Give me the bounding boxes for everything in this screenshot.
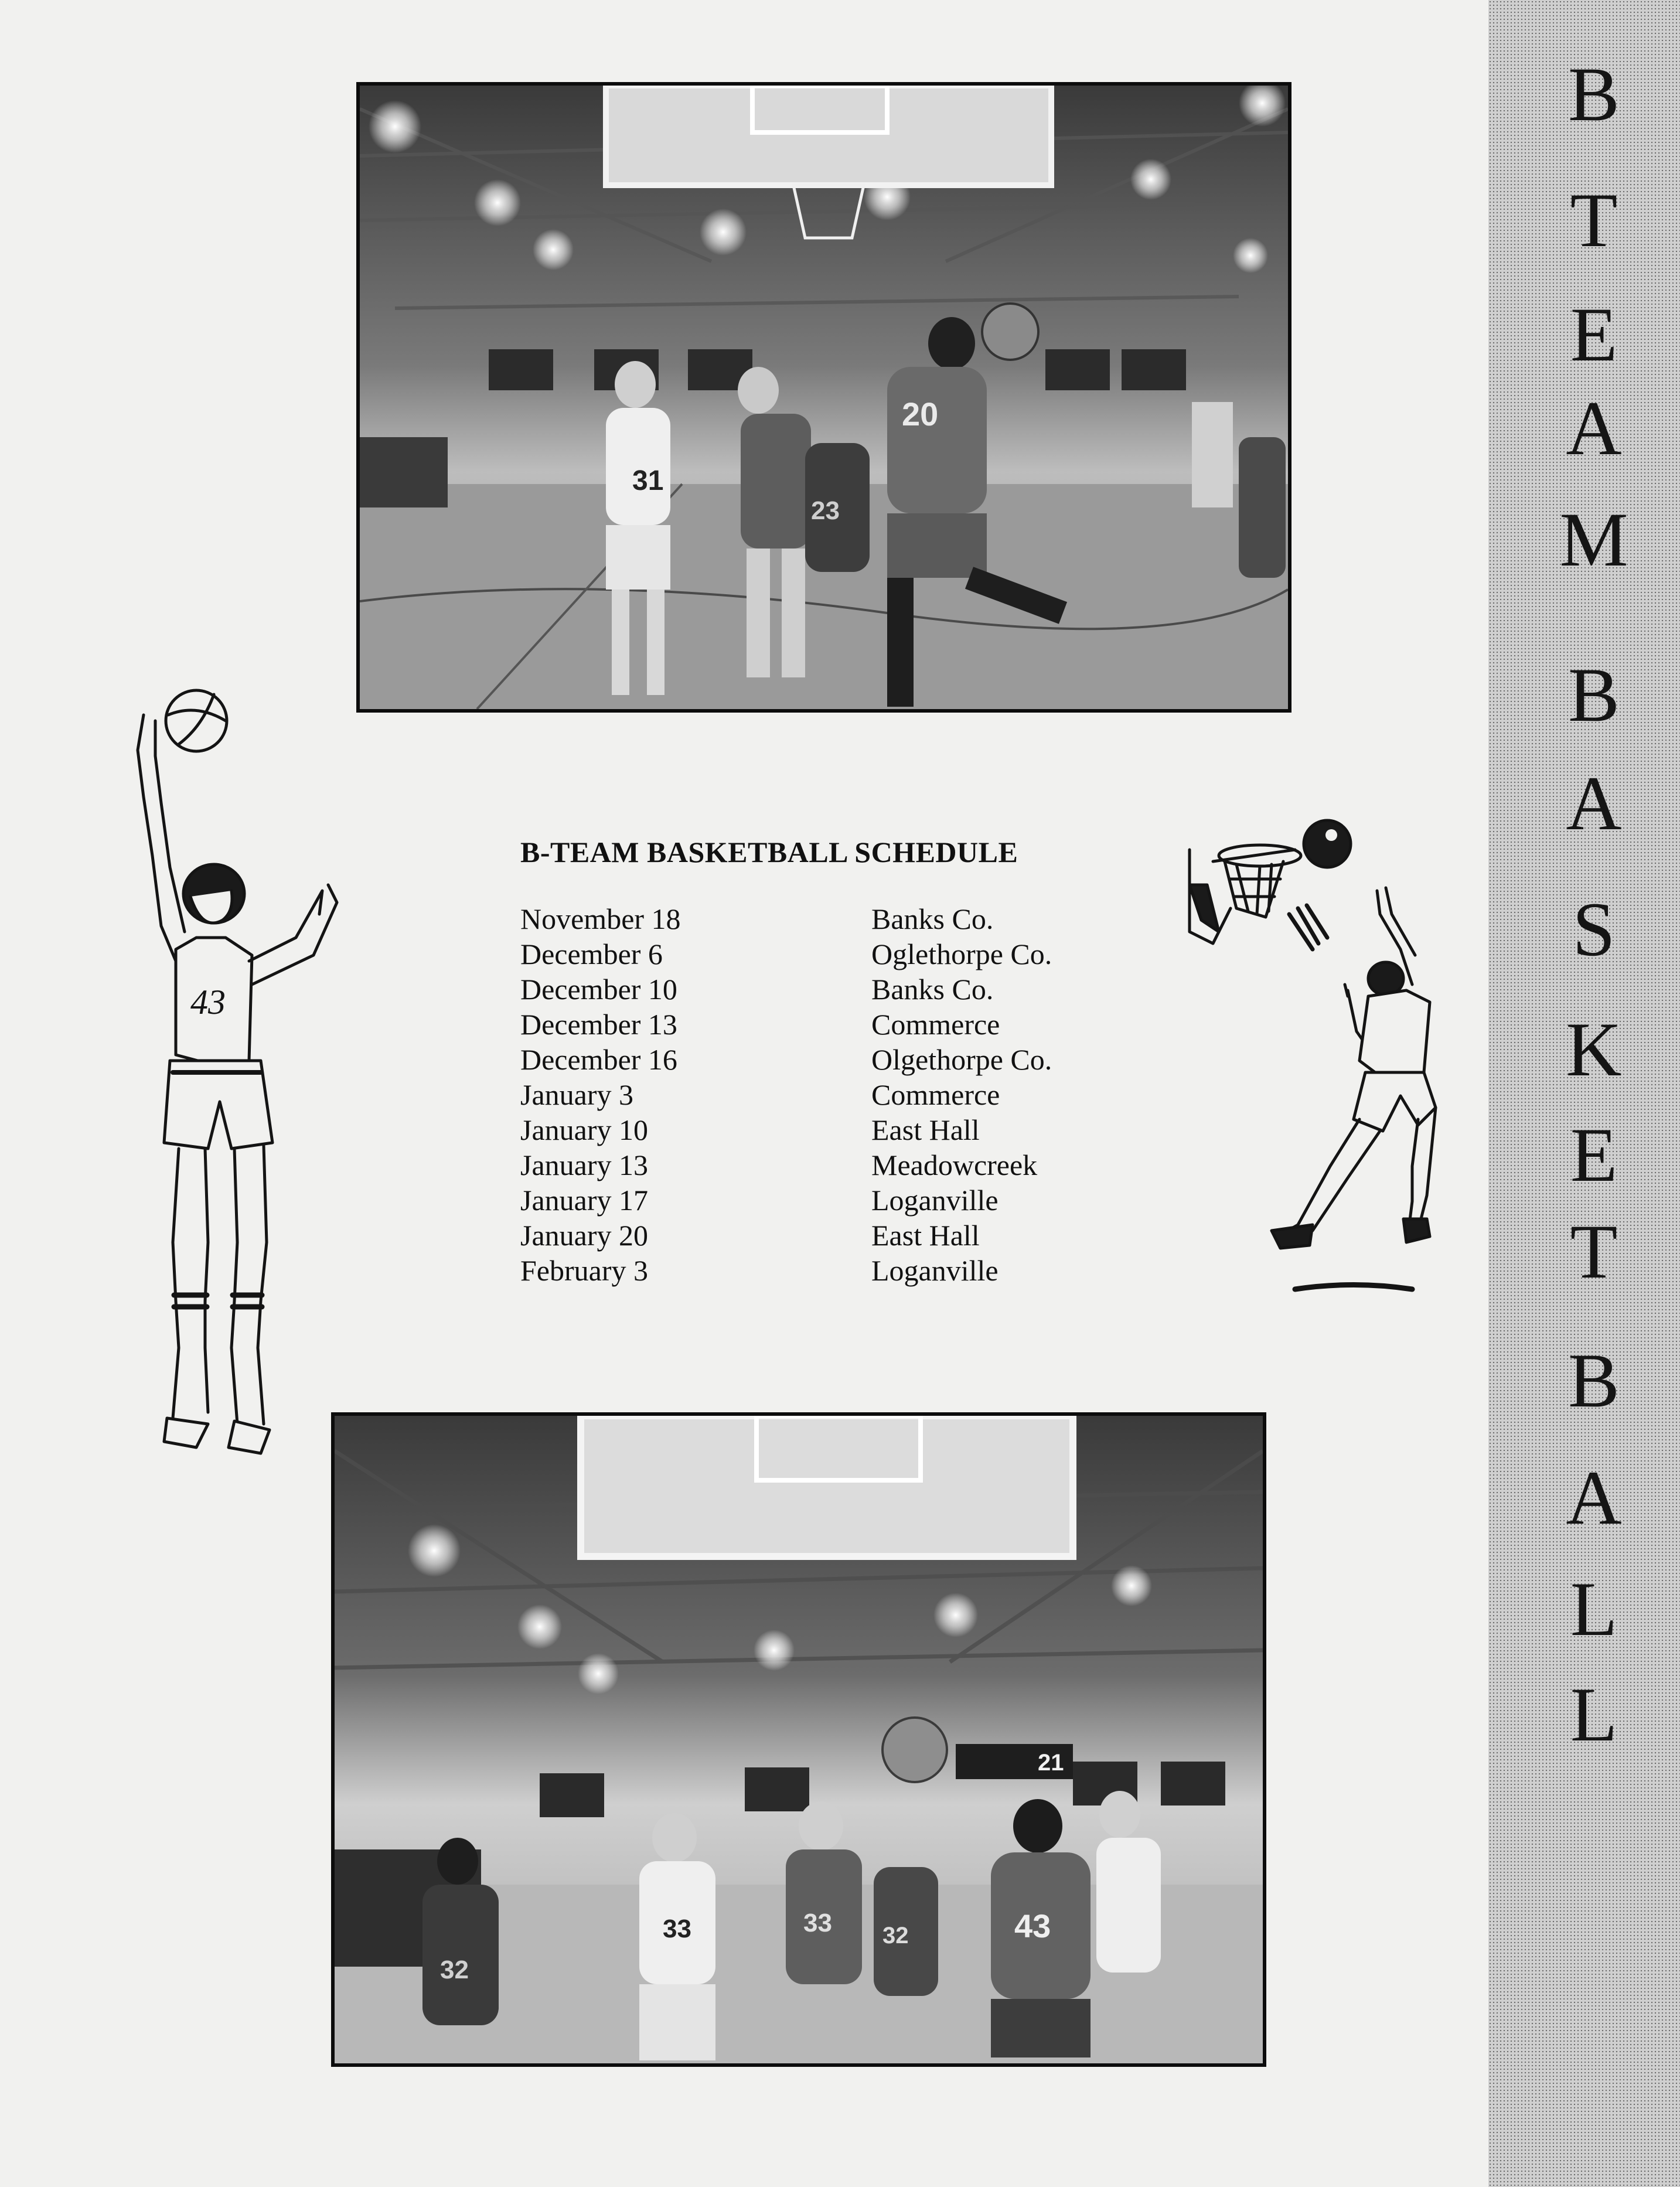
top-white-jersey-number: 31 bbox=[632, 465, 664, 496]
schedule-opponent: Loganville bbox=[871, 1184, 999, 1217]
side-title-letter: A bbox=[1566, 1454, 1622, 1541]
schedule-opponent: Commerce bbox=[871, 1078, 1000, 1111]
schedule-date: January 13 bbox=[520, 1149, 648, 1181]
side-title-letter: M bbox=[1559, 496, 1628, 582]
bottom-center-jersey-number: 43 bbox=[1014, 1907, 1051, 1944]
side-title-letter: B bbox=[1567, 51, 1620, 137]
side-title-letter: T bbox=[1570, 177, 1618, 263]
side-title-letter: E bbox=[1570, 1112, 1618, 1198]
schedule-opponent: Meadowcreek bbox=[871, 1149, 1038, 1181]
schedule-opponent: Oglethorpe Co. bbox=[871, 938, 1052, 970]
top-dark-jersey-number: 23 bbox=[811, 496, 840, 525]
schedule-date: January 20 bbox=[520, 1219, 648, 1252]
side-title-letter: B bbox=[1567, 1337, 1620, 1423]
schedule-date: November 18 bbox=[520, 902, 681, 935]
schedule-opponent: Loganville bbox=[871, 1254, 999, 1287]
schedule-date: December 6 bbox=[520, 938, 663, 970]
bottom-white-jersey-number: 33 bbox=[663, 1915, 691, 1943]
bottom-far-left-jersey-number: 32 bbox=[440, 1956, 469, 1984]
left-player-drawing bbox=[120, 680, 355, 1477]
bottom-left-jersey-number: 32 bbox=[882, 1923, 909, 1948]
schedule-title: B-TEAM BASKETBALL SCHEDULE bbox=[520, 836, 1018, 868]
side-title-letter: T bbox=[1570, 1208, 1618, 1295]
schedule-date: February 3 bbox=[520, 1254, 648, 1287]
schedule-opponent: Banks Co. bbox=[871, 973, 994, 1006]
schedule-date: January 3 bbox=[520, 1078, 633, 1111]
side-title-letter: A bbox=[1566, 760, 1622, 846]
schedule-opponent: East Hall bbox=[871, 1113, 980, 1146]
bottom-game-photo bbox=[331, 1412, 1266, 2067]
schedule-date: December 10 bbox=[520, 973, 677, 1006]
schedule-date: December 16 bbox=[520, 1043, 677, 1076]
top-game-photo bbox=[356, 82, 1291, 713]
side-title-letter: A bbox=[1566, 385, 1622, 471]
side-title-letter: K bbox=[1566, 1006, 1622, 1092]
bottom-dark-mid-jersey-number: 33 bbox=[803, 1909, 832, 1937]
side-title-letter: S bbox=[1572, 886, 1616, 972]
right-player-drawing bbox=[1178, 815, 1453, 1307]
top-shooter-jersey-number: 20 bbox=[902, 396, 939, 432]
side-title-letter: L bbox=[1570, 1566, 1618, 1652]
side-title-letter: E bbox=[1570, 291, 1618, 377]
schedule-opponent: Olgethorpe Co. bbox=[871, 1043, 1052, 1076]
schedule-date: December 13 bbox=[520, 1008, 677, 1041]
schedule-opponent: Commerce bbox=[871, 1008, 1000, 1041]
schedule-date: January 17 bbox=[520, 1184, 648, 1217]
side-title-letter: L bbox=[1570, 1671, 1618, 1757]
schedule-opponent: East Hall bbox=[871, 1219, 980, 1252]
schedule-opponent: Banks Co. bbox=[871, 902, 994, 935]
side-title-letter: B bbox=[1567, 652, 1620, 738]
left-player-number: 43 bbox=[190, 983, 226, 1021]
schedule-date: January 10 bbox=[520, 1113, 648, 1146]
bottom-scoreboard-digits: 21 bbox=[1038, 1750, 1064, 1776]
